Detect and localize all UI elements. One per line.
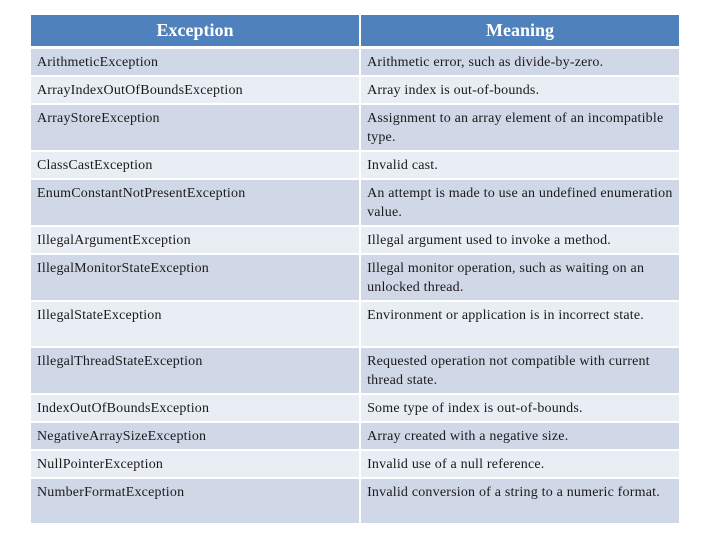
- column-header-meaning: Meaning: [361, 15, 679, 49]
- meaning-cell: Array index is out-of-bounds.: [361, 77, 679, 105]
- table-row: [31, 152, 679, 180]
- exception-cell: NegativeArraySizeException: [31, 423, 361, 451]
- table-row: [31, 348, 679, 395]
- table-row: [31, 479, 679, 525]
- meaning-cell: Invalid cast.: [361, 152, 679, 180]
- exception-cell: IndexOutOfBoundsException: [31, 395, 361, 423]
- exception-cell: NumberFormatException: [31, 479, 361, 525]
- table-row: [31, 302, 679, 348]
- exception-cell: ClassCastException: [31, 152, 361, 180]
- exception-cell: IllegalArgumentException: [31, 227, 361, 255]
- meaning-cell: Environment or application is in incorrect state.: [361, 302, 679, 348]
- table-row: [31, 395, 679, 423]
- table-header-row: [31, 15, 679, 49]
- table-row: [31, 451, 679, 479]
- table-row: [31, 77, 679, 105]
- meaning-cell: Invalid use of a null reference.: [361, 451, 679, 479]
- exception-cell: ArithmeticException: [31, 49, 361, 77]
- exceptions-table: [31, 15, 679, 525]
- meaning-cell: Array created with a negative size.: [361, 423, 679, 451]
- exception-cell: IllegalStateException: [31, 302, 361, 348]
- table-row: [31, 105, 679, 152]
- meaning-cell: Assignment to an array element of an incompatible type.: [361, 105, 679, 152]
- meaning-cell: Invalid conversion of a string to a numeric format.: [361, 479, 679, 525]
- exception-cell: EnumConstantNotPresentException: [31, 180, 361, 227]
- meaning-cell: An attempt is made to use an undefined enumeration value.: [361, 180, 679, 227]
- table-row: [31, 227, 679, 255]
- meaning-cell: Illegal argument used to invoke a method.: [361, 227, 679, 255]
- table-row: [31, 49, 679, 77]
- exception-cell: IllegalThreadStateException: [31, 348, 361, 395]
- meaning-cell: Illegal monitor operation, such as waiting on an unlocked thread.: [361, 255, 679, 302]
- column-header-exception: Exception: [31, 15, 361, 49]
- exception-cell: IllegalMonitorStateException: [31, 255, 361, 302]
- meaning-cell: Arithmetic error, such as divide-by-zero.: [361, 49, 679, 77]
- exception-cell: NullPointerException: [31, 451, 361, 479]
- exception-cell: ArrayStoreException: [31, 105, 361, 152]
- table-row: [31, 423, 679, 451]
- meaning-cell: Requested operation not compatible with current thread state.: [361, 348, 679, 395]
- exception-cell: ArrayIndexOutOfBoundsException: [31, 77, 361, 105]
- table-row: [31, 180, 679, 227]
- meaning-cell: Some type of index is out-of-bounds.: [361, 395, 679, 423]
- table-row: [31, 255, 679, 302]
